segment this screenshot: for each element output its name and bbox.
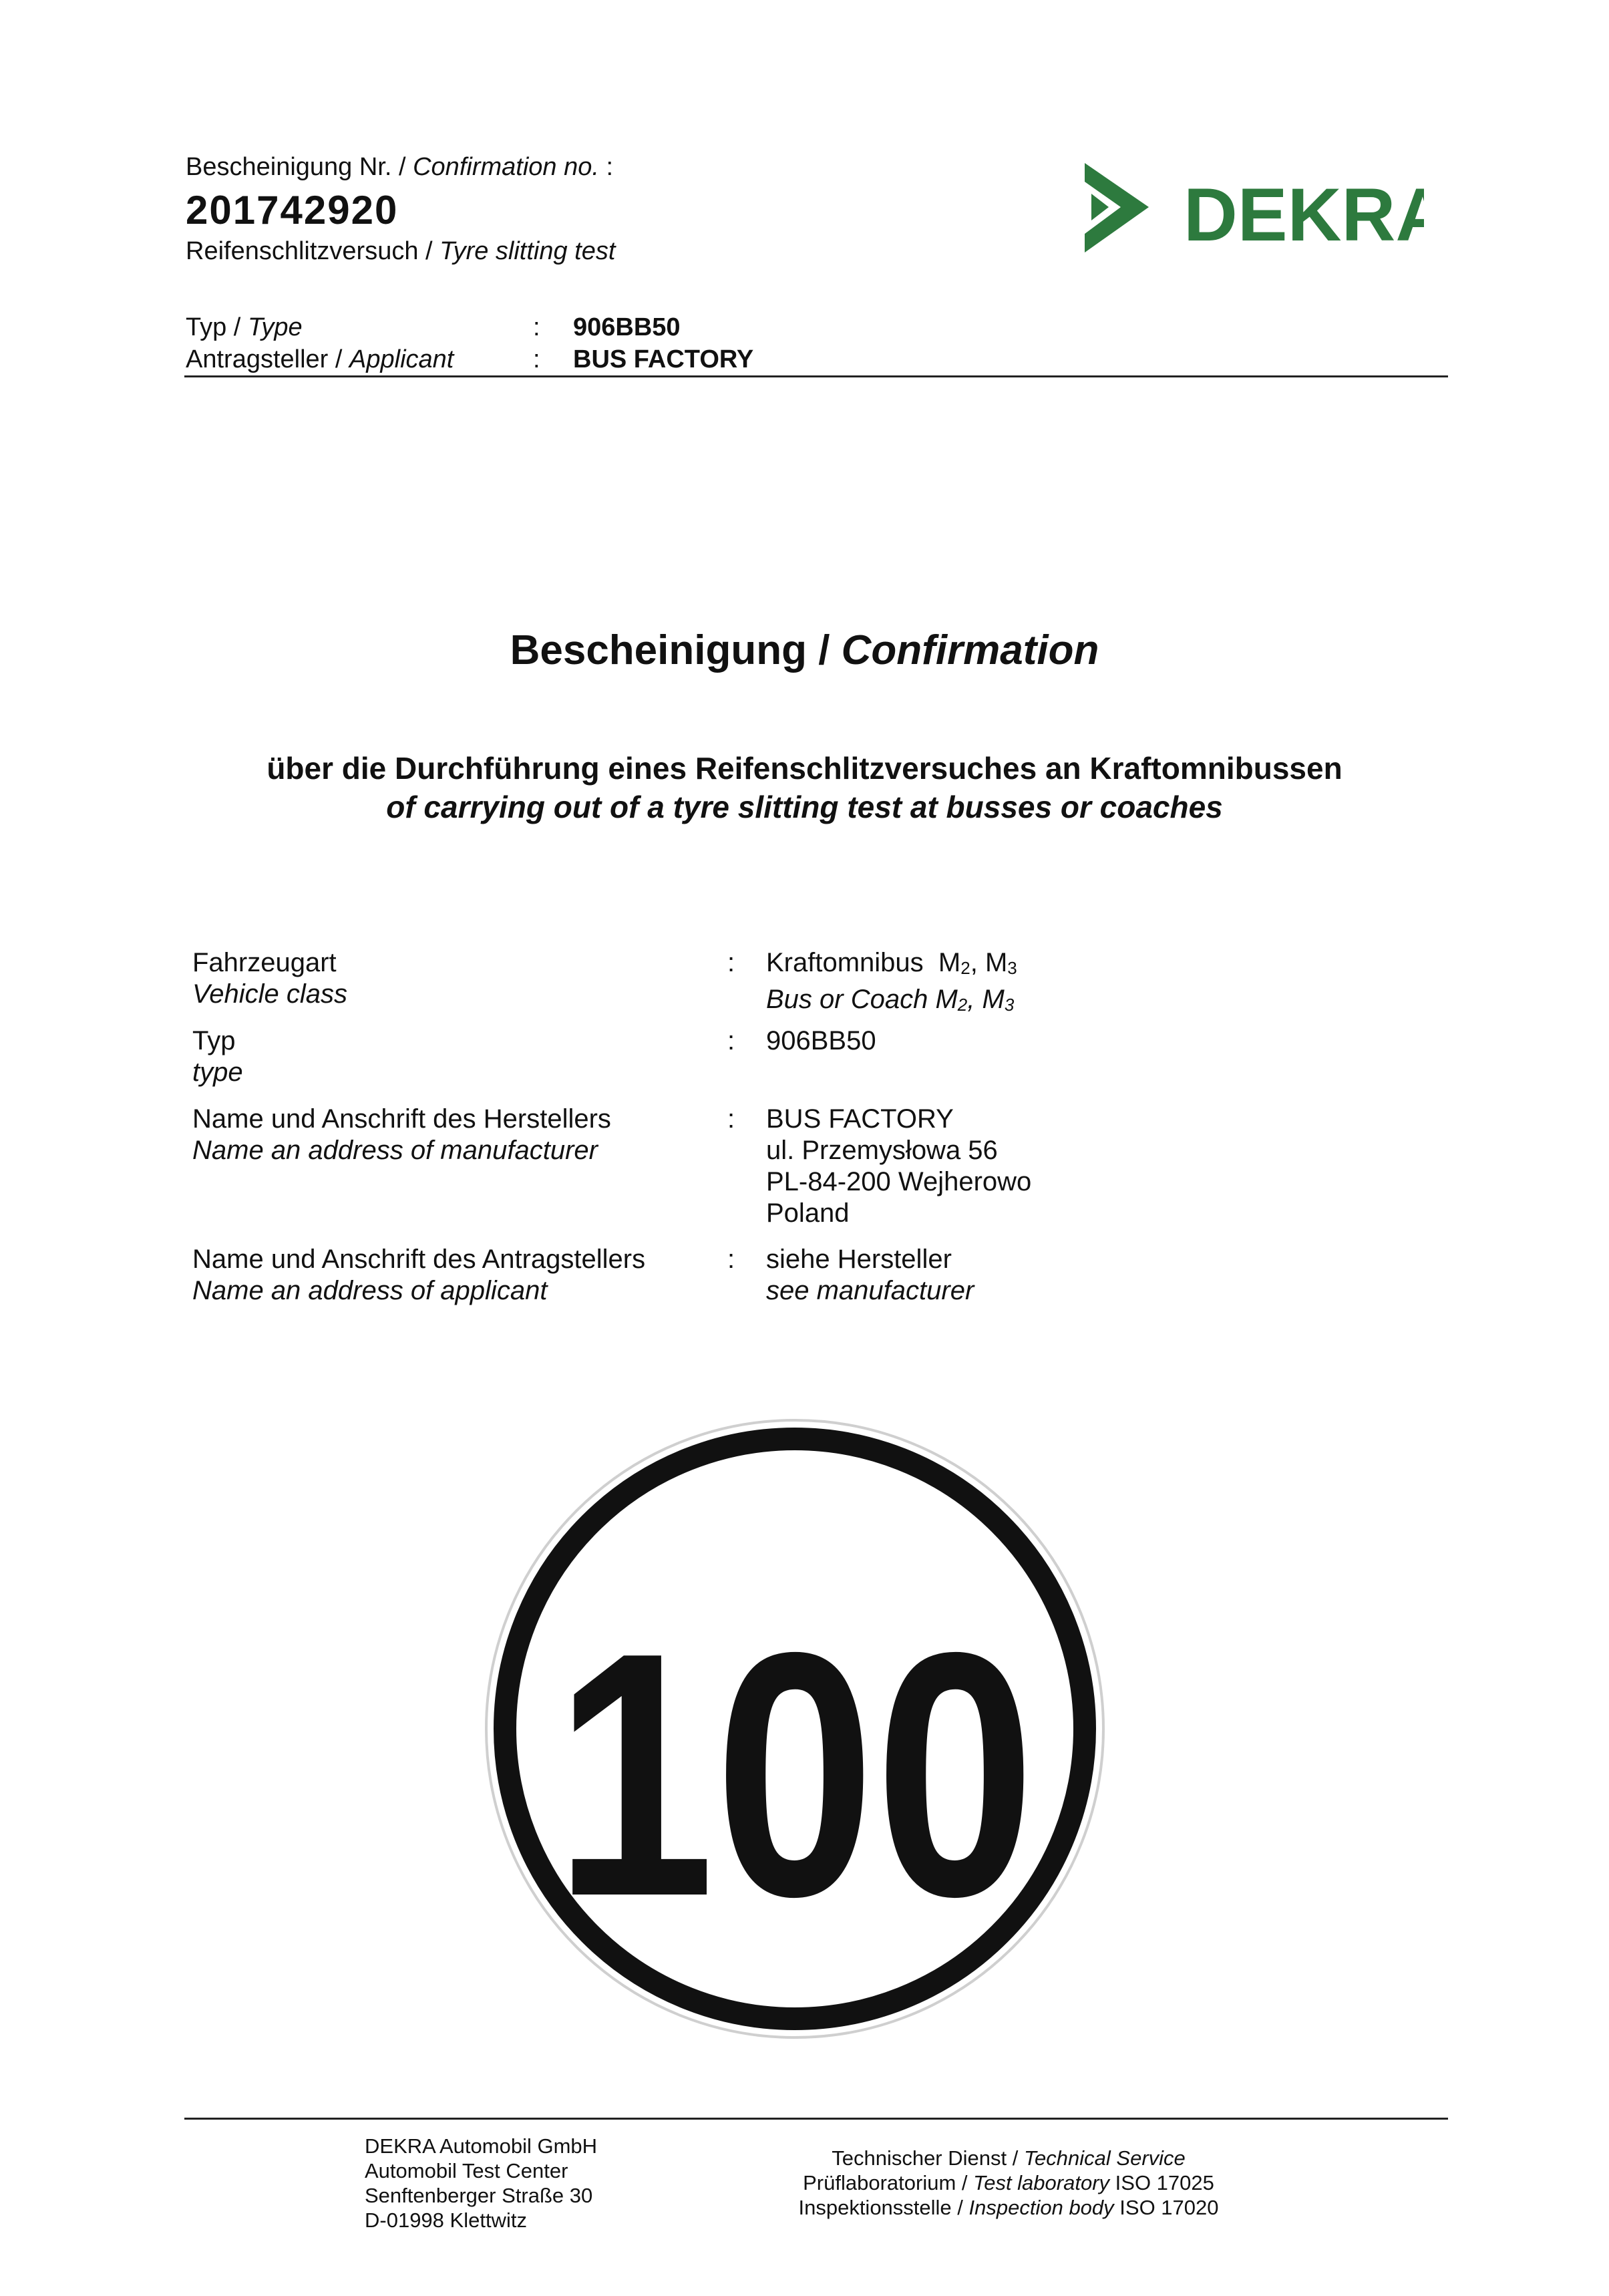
header-divider — [184, 375, 1448, 377]
manufacturer-label-en: Name an address of manufacturer — [192, 1136, 598, 1165]
footer-company-line: Automobil Test Center — [365, 2159, 568, 2182]
summary-type-label: Typ / Type — [186, 313, 303, 341]
summary-type-label-en: Type — [247, 313, 303, 341]
vehicle-class-label-en: Vehicle class — [192, 979, 347, 1009]
applicant-label-de: Name und Anschrift des Antragstellers — [192, 1245, 646, 1274]
subtitle-en: of carrying out of a tyre slitting test at busses or coaches — [386, 790, 1223, 824]
footer-company — [365, 2134, 597, 2233]
type-label-de: Typ — [192, 1026, 236, 1055]
document-title: Bescheinigung / Confirmation — [510, 627, 1099, 673]
footer-company-line: Senftenberger Straße 30 — [365, 2184, 593, 2207]
manufacturer-address — [766, 1104, 1367, 1229]
manufacturer-line: BUS FACTORY — [766, 1104, 954, 1134]
footer-company-line: D-01998 Klettwitz — [365, 2208, 527, 2232]
applicant-value-de: siehe Hersteller — [766, 1245, 952, 1274]
vehicle-class-value-de: Kraftomnibus $M_2$, $M_3$ — [766, 948, 1017, 978]
dekra-arrow-icon — [1077, 159, 1424, 259]
footer-test-laboratory: Prüflaboratorium / Test laboratory ISO 17025 — [803, 2171, 1214, 2194]
confirmation-number: 201742920 — [186, 188, 399, 232]
summary-applicant-label-en: Applicant — [349, 345, 454, 373]
type-label — [192, 1025, 713, 1088]
speed-limit-sign — [481, 1415, 1109, 2043]
footer-inspection-body: Inspektionsstelle / Inspection body ISO 17020 — [798, 2196, 1219, 2219]
applicant-value — [766, 1244, 1367, 1307]
summary-applicant-label-de: Antragsteller — [186, 345, 329, 373]
detail-colon: : — [727, 1026, 735, 1055]
speed-limit-value: 100 — [554, 1581, 1035, 1969]
vehicle-class-label-de: Fahrzeugart — [192, 948, 337, 977]
vehicle-class-value — [766, 947, 1367, 1021]
speed-limit-100-icon — [481, 1415, 1109, 2043]
applicant-value-en: see manufacturer — [766, 1276, 974, 1305]
footer-technical-service: Technischer Dienst / Technical Service — [832, 2146, 1186, 2170]
cert-label-de: Bescheinigung Nr. — [186, 153, 392, 181]
test-name-de: Reifenschlitzversuch — [186, 237, 419, 265]
vehicle-class-value-en: Bus or Coach $M_2$, $M_3$ — [766, 985, 1015, 1015]
manufacturer-line: ul. Przemysłowa 56 — [766, 1136, 998, 1165]
manufacturer-label-de: Name und Anschrift des Herstellers — [192, 1104, 611, 1134]
summary-colon: : — [533, 313, 540, 341]
footer-company-line: DEKRA Automobil GmbH — [365, 2134, 598, 2158]
title-en: Confirmation — [841, 627, 1099, 673]
test-name: Reifenschlitzversuch / Tyre slitting test — [186, 237, 616, 265]
summary-type-value: 906BB50 — [573, 313, 681, 341]
detail-colon: : — [727, 948, 735, 977]
test-name-en: Tyre slitting test — [439, 237, 616, 265]
confirmation-number-label: Bescheinigung Nr. / Confirmation no. : — [186, 153, 614, 181]
summary-applicant-label: Antragsteller / Applicant — [186, 345, 454, 373]
cert-label-en: Confirmation no. — [413, 153, 599, 181]
summary-type-label-de: Typ — [186, 313, 227, 341]
summary-applicant-value: BUS FACTORY — [573, 345, 754, 373]
subtitle-de: über die Durchführung eines Reifenschlitzversuches an Kraftomnibussen — [266, 751, 1343, 786]
footer-divider — [184, 2118, 1448, 2120]
dekra-logo-text: DEKRA — [1184, 173, 1424, 257]
manufacturer-line: Poland — [766, 1198, 850, 1228]
applicant-label-en: Name an address of applicant — [192, 1276, 548, 1305]
detail-colon: : — [727, 1245, 735, 1274]
type-value: 906BB50 — [766, 1026, 876, 1055]
manufacturer-label — [192, 1104, 713, 1166]
type-label-en: type — [192, 1057, 243, 1087]
title-de: Bescheinigung — [510, 627, 807, 673]
dekra-logo — [1077, 159, 1424, 259]
summary-colon: : — [533, 345, 540, 373]
vehicle-class-label — [192, 947, 713, 1010]
applicant-label — [192, 1244, 713, 1307]
manufacturer-line: PL-84-200 Wejherowo — [766, 1167, 1032, 1196]
detail-colon: : — [727, 1104, 735, 1134]
footer-accreditation — [755, 2146, 1262, 2220]
